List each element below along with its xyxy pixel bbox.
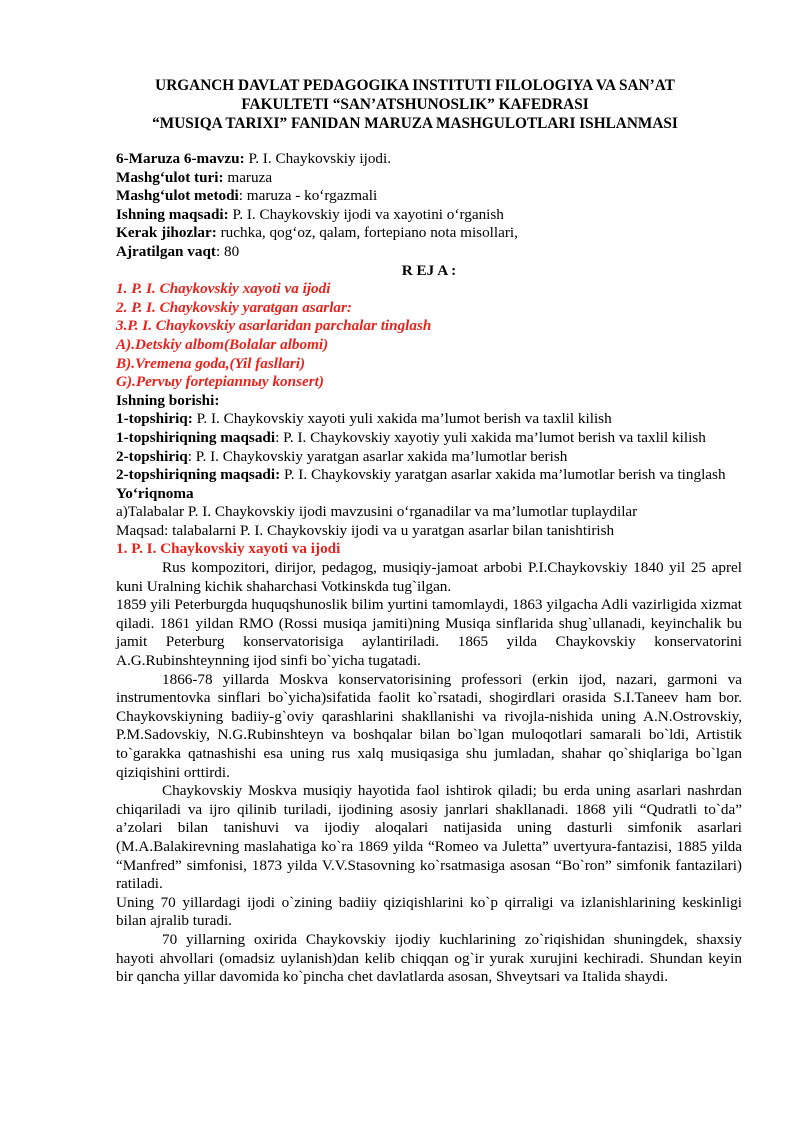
goal-label: Ishning maqsadi: xyxy=(116,205,229,223)
header-line-1: URGANCH DAVLAT PEDAGOGIKA INSTITUTI FILOLOGIYA VA SAN’AT xyxy=(155,77,675,94)
task-2 xyxy=(116,448,742,467)
task-2-value: : P. I. Chaykovskiy yaratgan asarlar xakida ma’lumotlar berish xyxy=(187,447,568,465)
guide-line-goal: Maqsad: talabalarni P. I. Chaykovskiy ijodi va u yaratgan asarlar bilan tanishtirish xyxy=(116,521,615,539)
goal-line xyxy=(116,206,742,225)
document-body xyxy=(116,150,742,987)
time-line xyxy=(116,243,742,262)
paragraph: Chaykovskiy Moskva musiqiy hayotida faol ishtirok qiladi; bu erda uning asarlari nashrdan chiqariladi va ijro qilinib turiladi, ijodining asosiy janrlari shakllanadi. 1868 yili “Qudratli to`da” a’zolari bilan tanishuvi va ijodiy aloqalari natijasida uning dasturli simfonik asarlari (M.A.Balakirevning maslahatiga ko`ra 1869 yilda “Romeo va Juletta” uvertyura-fantazisi, 1885 yilda “Manfred” simfonisi, 1873 yilda V.V.Stasovning ko`rsatmasiga asosan “Bo`ron” simfonik fantazilari) ratiladi. xyxy=(116,782,742,893)
paragraph: Rus kompozitori, dirijor, pedagog, musiqiy-jamoat arbobi P.I.Chaykovskiy 1840 yil 25 aprel kuni Uralning kichik shaharchasi Votkinskda tug`ilgan. xyxy=(116,559,742,595)
guide-line-a: a)Talabalar P. I. Chaykovskiy ijodi mavzusini o‘rganadilar va ma’lumotlar tuplaydilar xyxy=(116,503,638,521)
plan-item: G).Pervыy fortepiannыy konsert) xyxy=(116,373,324,391)
task-2-goal xyxy=(116,466,742,485)
type-line xyxy=(116,169,742,188)
plan-item: B).Vremena goda,(Yil fasllari) xyxy=(116,354,306,372)
plan-item: 3.P. I. Chaykovskiy asarlaridan parchalar tinglash xyxy=(116,317,432,335)
plan-item: A).Detskiy albom(Bolalar albomi) xyxy=(116,335,329,353)
guide-title: Yo‘riqnoma xyxy=(116,484,194,502)
document-header xyxy=(100,76,730,133)
section-1-title: 1. P. I. Chaykovskiy xayoti va ijodi xyxy=(116,540,341,558)
task-1-goal-label: 1-topshiriqning maqsadi xyxy=(116,428,276,446)
paragraph: Uning 70 yillardagi ijodi o`zining badiiy qiziqishlarini ko`p qirraligi va izlanishlarining keskinligi bilan ajralib turadi. xyxy=(116,893,742,930)
topic-value: P. I. Chaykovskiy ijodi. xyxy=(244,150,392,167)
header-line-3: “MUSIQA TARIXI” FANIDAN MARUZA MASHGULOTLARI ISHLANMASI xyxy=(152,115,678,132)
task-2-label: 2-topshiriq xyxy=(116,447,188,465)
method-label: Mashg‘ulot metodi xyxy=(116,187,239,205)
header-line-2: FAKULTETI “SAN’ATSHUNOSLIK” KAFEDRASI xyxy=(241,96,589,113)
topic-line xyxy=(116,150,742,169)
plan-title: R EJ A : xyxy=(401,261,457,279)
time-label: Ajratilgan vaqt xyxy=(116,242,216,260)
task-2-goal-label: 2-topshiriqning maqsadi: xyxy=(116,466,281,484)
paragraph: 70 yillarning oxirida Chaykovskiy ijodiy kuchlarining zo`riqishidan shuningdek, shaxsiy hayoti ahvollari (omadsiz uylanish)dan kelib chiqqan og`ir yurak xurujini kechiradi. Shundan keyin bir qancha yillar davomida ko`pincha chet davlatlarda asosan, Shveytsari va Italida shaydi. xyxy=(116,930,742,986)
plan-item: 2. P. I. Chaykovskiy yaratgan asarlar: xyxy=(116,298,352,316)
equipment-line xyxy=(116,224,742,243)
type-value: maruza xyxy=(223,168,273,186)
task-1 xyxy=(116,410,742,429)
task-1-value: P. I. Chaykovskiy xayoti yuli xakida ma’lumot berish va taxlil kilish xyxy=(192,410,612,428)
task-2-goal-value: P. I. Chaykovskiy yaratgan asarlar xakida ma’lumotlar berish va tinglash xyxy=(280,466,726,484)
task-1-goal xyxy=(116,429,742,448)
method-value: : maruza - ko‘rgazmali xyxy=(238,187,378,205)
time-value: : 80 xyxy=(215,242,240,260)
task-1-label: 1-topshiriq: xyxy=(116,410,193,428)
task-1-goal-value: : P. I. Chaykovskiy xayotiy yuli xakida ma’lumot berish va taxlil kilish xyxy=(275,428,706,446)
equipment-label: Kerak jihozlar: xyxy=(116,224,217,242)
goal-value: P. I. Chaykovskiy ijodi va xayotini o‘rganish xyxy=(228,205,504,223)
method-line xyxy=(116,187,742,206)
paragraph: 1859 yili Peterburgda huquqshunoslik bilim yurtini tamomlaydi, 1863 yilgacha Adli vazirligida xizmat qiladi. 1861 yildan RMO (Rossi musiqa jamiti)ning Musiqa sinflarida shug`ullanadi, keyinchalik bu jamit Peterburg konservatorisiga aylantiriladi. 1865 yilda Chaykovskiy konservatorini A.G.Rubinshteynning ijod sinfi bo`yicha tugatadi. xyxy=(116,596,742,670)
plan-item: 1. P. I. Chaykovskiy xayoti va ijodi xyxy=(116,280,331,298)
type-label: Mashg‘ulot turi: xyxy=(116,168,224,186)
equipment-value: ruchka, qog‘oz, qalam, fortepiano nota misollari, xyxy=(216,224,518,242)
topic-label: 6-Maruza 6-mavzu: xyxy=(116,150,245,167)
paragraph: 1866-78 yillarda Moskva konservatorisining professori (erkin ijod, nazari, garmoni va instrumentovka sinflari bo`yicha)sifatida faolit ko`rsatadi, shogirdlari orasida S.I.Taneev ham bor. Chaykovskiyning badiiy-g`oviy qarashlarini shakllanishi va rivojla-nishida uning A.N.Ostrovskiy, P.M.Sadovskiy, N.G.Rubinshteyn va boshqalar bilan bo`lgan muloqotlari samarali bo`ldi, Artistik to`garakka qatnashishi esa uning rus xalq musiqasiga shu jumladan, shahar qo`shiqlariga bo`lgan qiziqishini orttirdi. xyxy=(116,670,742,781)
progress-title: Ishning borishi: xyxy=(116,391,220,409)
